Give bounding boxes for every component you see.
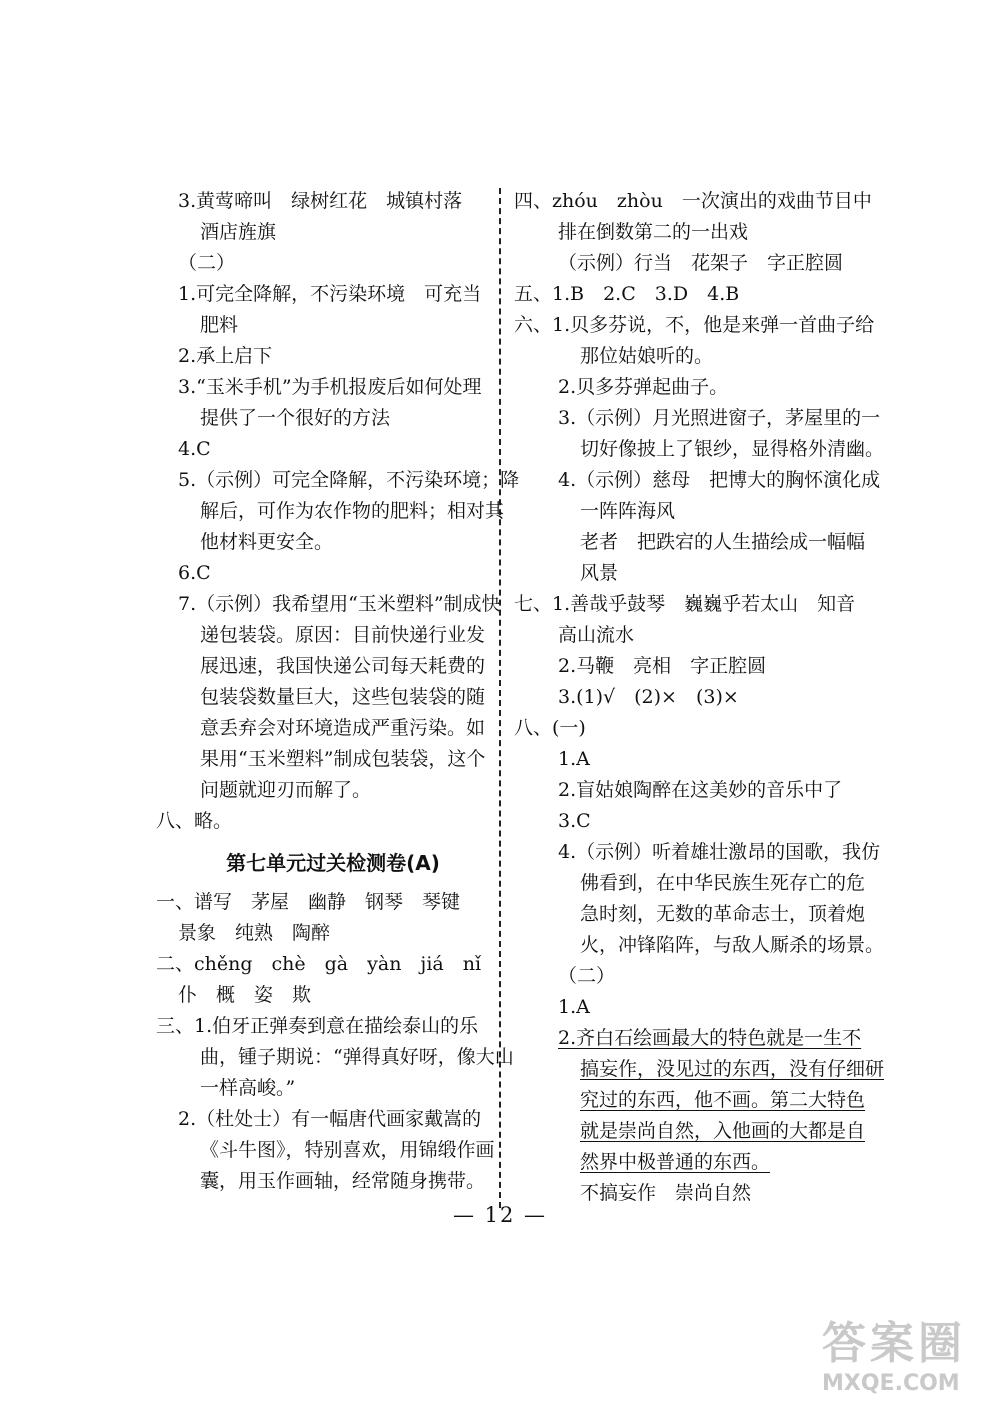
watermark-url: MXQE.COM bbox=[822, 1371, 960, 1396]
text-line: （二） bbox=[558, 965, 616, 987]
text-line: 二、chěng chè gà yàn jiá nǐ bbox=[156, 953, 482, 975]
text-line: 五、1.B 2.C 3.D 4.B bbox=[514, 283, 740, 305]
text-line: 不搞妄作 崇尚自然 bbox=[580, 1182, 752, 1204]
text-line: 3.（示例）月光照进窗子，茅屋里的一 bbox=[558, 407, 881, 429]
text-line: 1.A bbox=[558, 996, 590, 1018]
text-line: 1.A bbox=[558, 748, 590, 770]
text-line: 一阵阵海风 bbox=[580, 500, 676, 522]
underlined-text-line: 2.齐白石绘画最大的特色就是一生不 bbox=[558, 1027, 862, 1049]
text-line: 七、1.善哉乎鼓琴 巍巍乎若太山 知音 bbox=[514, 593, 856, 615]
text-line: 2.贝多芬弹起曲子。 bbox=[558, 376, 729, 398]
text-line: 递包装袋。原因：目前快递行业发 bbox=[200, 624, 486, 646]
text-line: 四、zhóu zhòu 一次演出的戏曲节目中 bbox=[514, 190, 872, 212]
text-line: 八、(一) bbox=[514, 717, 586, 739]
text-line: 2.承上启下 bbox=[178, 345, 273, 367]
text-line: 果用“玉米塑料”制成包装袋，这个 bbox=[200, 748, 486, 770]
text-line: 囊，用玉作画轴，经常随身携带。 bbox=[200, 1170, 486, 1192]
text-line: 八、略。 bbox=[156, 810, 233, 832]
text-line: 《斗牛图》，特别喜欢，用锦缎作画 bbox=[200, 1139, 495, 1161]
text-line: 2.马鞭 亮相 字正腔圆 bbox=[558, 655, 767, 677]
underlined-text-line: 就是崇尚自然，入他画的大都是自 bbox=[580, 1120, 866, 1142]
text-line: 一、谱写 茅屋 幽静 钢琴 琴键 bbox=[156, 891, 461, 913]
section-title: 第七单元过关检测卷(A) bbox=[226, 851, 440, 875]
text-line: 火，冲锋陷阵，与敌人厮杀的场景。 bbox=[580, 934, 885, 956]
text-line: 三、1.伯牙正弹奏到意在描绘泰山的乐 bbox=[156, 1015, 479, 1037]
text-line: 一样高峻。” bbox=[200, 1077, 296, 1099]
text-line: 六、1.贝多芬说，不，他是来弹一首曲子给 bbox=[514, 314, 875, 336]
text-line: 3.黄莺啼叫 绿树红花 城镇村落 bbox=[178, 190, 463, 212]
text-line: 他材料更安全。 bbox=[200, 531, 334, 553]
text-line: 肥料 bbox=[200, 314, 239, 336]
text-line: 排在倒数第二的一出戏 bbox=[558, 221, 749, 243]
text-line: 4.C bbox=[178, 438, 211, 460]
text-line: 展迅速，我国快递公司每天耗费的 bbox=[200, 655, 486, 677]
text-line: 解后，可作为农作物的肥料；相对其 bbox=[200, 500, 505, 522]
column-divider bbox=[499, 188, 501, 1208]
text-line: 2.（杜处士）有一幅唐代画家戴嵩的 bbox=[178, 1108, 482, 1130]
text-line: 那位姑娘听的。 bbox=[580, 345, 714, 367]
text-line: 景象 纯熟 陶醉 bbox=[178, 922, 331, 944]
text-line: 意丢弃会对环境造成严重污染。如 bbox=[200, 717, 486, 739]
underlined-text-line: 究过的东西，他不画。第二大特色 bbox=[580, 1089, 866, 1111]
text-line: 高山流水 bbox=[558, 624, 635, 646]
text-line: 4.（示例）听着雄壮激昂的国歌，我仿 bbox=[558, 841, 881, 863]
right-column bbox=[514, 186, 885, 1209]
text-line: 3.C bbox=[558, 810, 591, 832]
text-line: 包装袋数量巨大，这些包装袋的随 bbox=[200, 686, 486, 708]
text-line: 风景 bbox=[580, 562, 619, 584]
watermark-text: 答案圈 bbox=[822, 1318, 966, 1369]
text-line: 曲，锺子期说：“弹得真好呀，像大山 bbox=[200, 1046, 514, 1068]
text-line: 1.可完全降解，不污染环境 可充当 bbox=[178, 283, 482, 305]
text-line: 仆 概 姿 欺 bbox=[178, 984, 312, 1006]
watermark-logo bbox=[822, 1318, 992, 1408]
text-line: （二） bbox=[178, 252, 236, 274]
text-line: 2.盲姑娘陶醉在这美妙的音乐中了 bbox=[558, 779, 843, 801]
text-line: 3.(1)√ (2)× (3)× bbox=[558, 686, 739, 708]
text-line: 4.（示例）慈母 把博大的胸怀演化成 bbox=[558, 469, 881, 491]
text-line: 切好像披上了银纱，显得格外清幽。 bbox=[580, 438, 885, 460]
text-line: 提供了一个很好的方法 bbox=[200, 407, 391, 429]
left-column bbox=[156, 186, 520, 1197]
text-line: 7.（示例）我希望用“玉米塑料”制成快 bbox=[178, 593, 501, 615]
underlined-text-line: 然界中极普通的东西。 bbox=[580, 1151, 771, 1173]
text-line: 佛看到，在中华民族生死存亡的危 bbox=[580, 872, 866, 894]
text-line: 6.C bbox=[178, 562, 211, 584]
text-line: 酒店旌旗 bbox=[200, 221, 277, 243]
text-line: 急时刻，无数的革命志士，顶着炮 bbox=[580, 903, 866, 925]
text-line: 老者 把跌宕的人生描绘成一幅幅 bbox=[580, 531, 866, 553]
underlined-text-line: 搞妄作，没见过的东西，没有仔细研 bbox=[580, 1058, 885, 1080]
text-line: （示例）行当 花架子 字正腔圆 bbox=[558, 252, 844, 274]
page-number: — 12 — bbox=[452, 1203, 548, 1227]
text-line: 问题就迎刃而解了。 bbox=[200, 779, 372, 801]
text-line: 3.“玉米手机”为手机报废后如何处理 bbox=[178, 376, 482, 398]
text-line: 5.（示例）可完全降解，不污染环境；降 bbox=[178, 469, 520, 491]
